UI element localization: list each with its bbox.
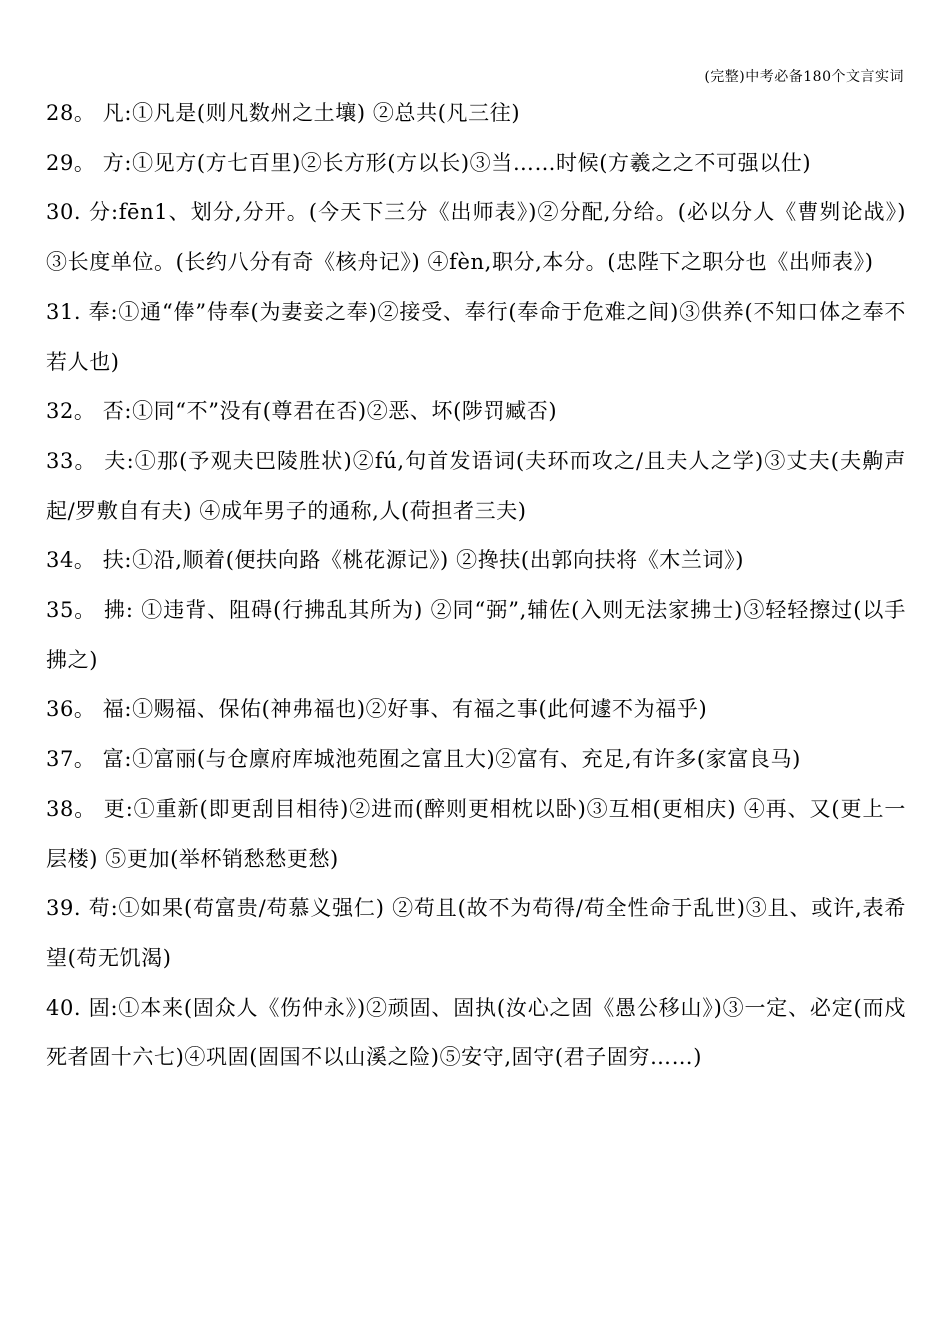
entry-33: 33。 夫:①那(予观夫巴陵胜状)②fú,句首发语词(夫环而攻之/且夫人之学)③丈夫(夫齁声起/罗敷自有夫) ④成年男子的通称,人(荷担者三夫) bbox=[46, 448, 906, 523]
entry-35: 35。 拂: ①违背、阻碍(行拂乱其所为) ②同“弼”,辅佐(入则无法家拂士)③轻轻擦过(以手拂之) bbox=[46, 598, 906, 672]
running-header-title: (完整)中考必备180个文言实词 bbox=[704, 69, 904, 85]
entry-29: 29。 方:①见方(方七百里)②长方形(方以长)③当……时候(方羲之之不可强以仕) bbox=[46, 150, 812, 175]
entry-31: 31. 奉:①通“俸”侍奉(为妻妾之奉)②接受、奉行(奉命于危难之间)③供养(不知口体之奉不若人也) bbox=[46, 299, 906, 374]
entry-38: 38。 更:①重新(即更刮目相待)②进而(醉则更相枕以卧)③互相(更相庆) ④再、又(更上一层楼) ⑤更加(举杯销愁愁更愁) bbox=[46, 796, 906, 871]
entry-32: 32。 否:①同“不”没有(尊君在否)②恶、坏(陟罚臧否) bbox=[46, 399, 558, 424]
document-body bbox=[46, 89, 906, 1083]
entry-39: 39. 苟:①如果(苟富贵/苟慕义强仁) ②苟且(故不为苟得/苟全性命于乱世)③且、或许,表希望(苟无饥渴) bbox=[46, 896, 906, 970]
entry-28: 28。 凡:①凡是(则凡数州之土壤) ②总共(凡三往) bbox=[46, 101, 521, 125]
entry-37: 37。 富:①富丽(与仓廪府库城池苑囿之富且大)②富有、充足,有许多(家富良马) bbox=[46, 747, 801, 772]
entry-36: 36。 福:①赐福、保佑(神弗福也)②好事、有福之事(此何遽不为福乎) bbox=[46, 697, 708, 722]
entry-34: 34。 扶:①沿,顺着(便扶向路《桃花源记》) ②搀扶(出郭向扶将《木兰词》) bbox=[46, 548, 744, 573]
entry-30: 30. 分:fēn1、划分,分开。(今天下三分《出师表》)②分配,分给。(必以分人《曹刿论战》)③长度单位。(长约八分有奇《核舟记》) ④fèn,职分,本分。(忠陛下之职分也《出师表》) bbox=[46, 200, 906, 275]
entry-40: 40. 固:①本来(固众人《伤仲永》)②顽固、固执(汝心之固《愚公移山》)③一定、必定(而戍死者固十六七)④巩固(固国不以山溪之险)⑤安守,固守(君子固穷……) bbox=[46, 995, 906, 1070]
